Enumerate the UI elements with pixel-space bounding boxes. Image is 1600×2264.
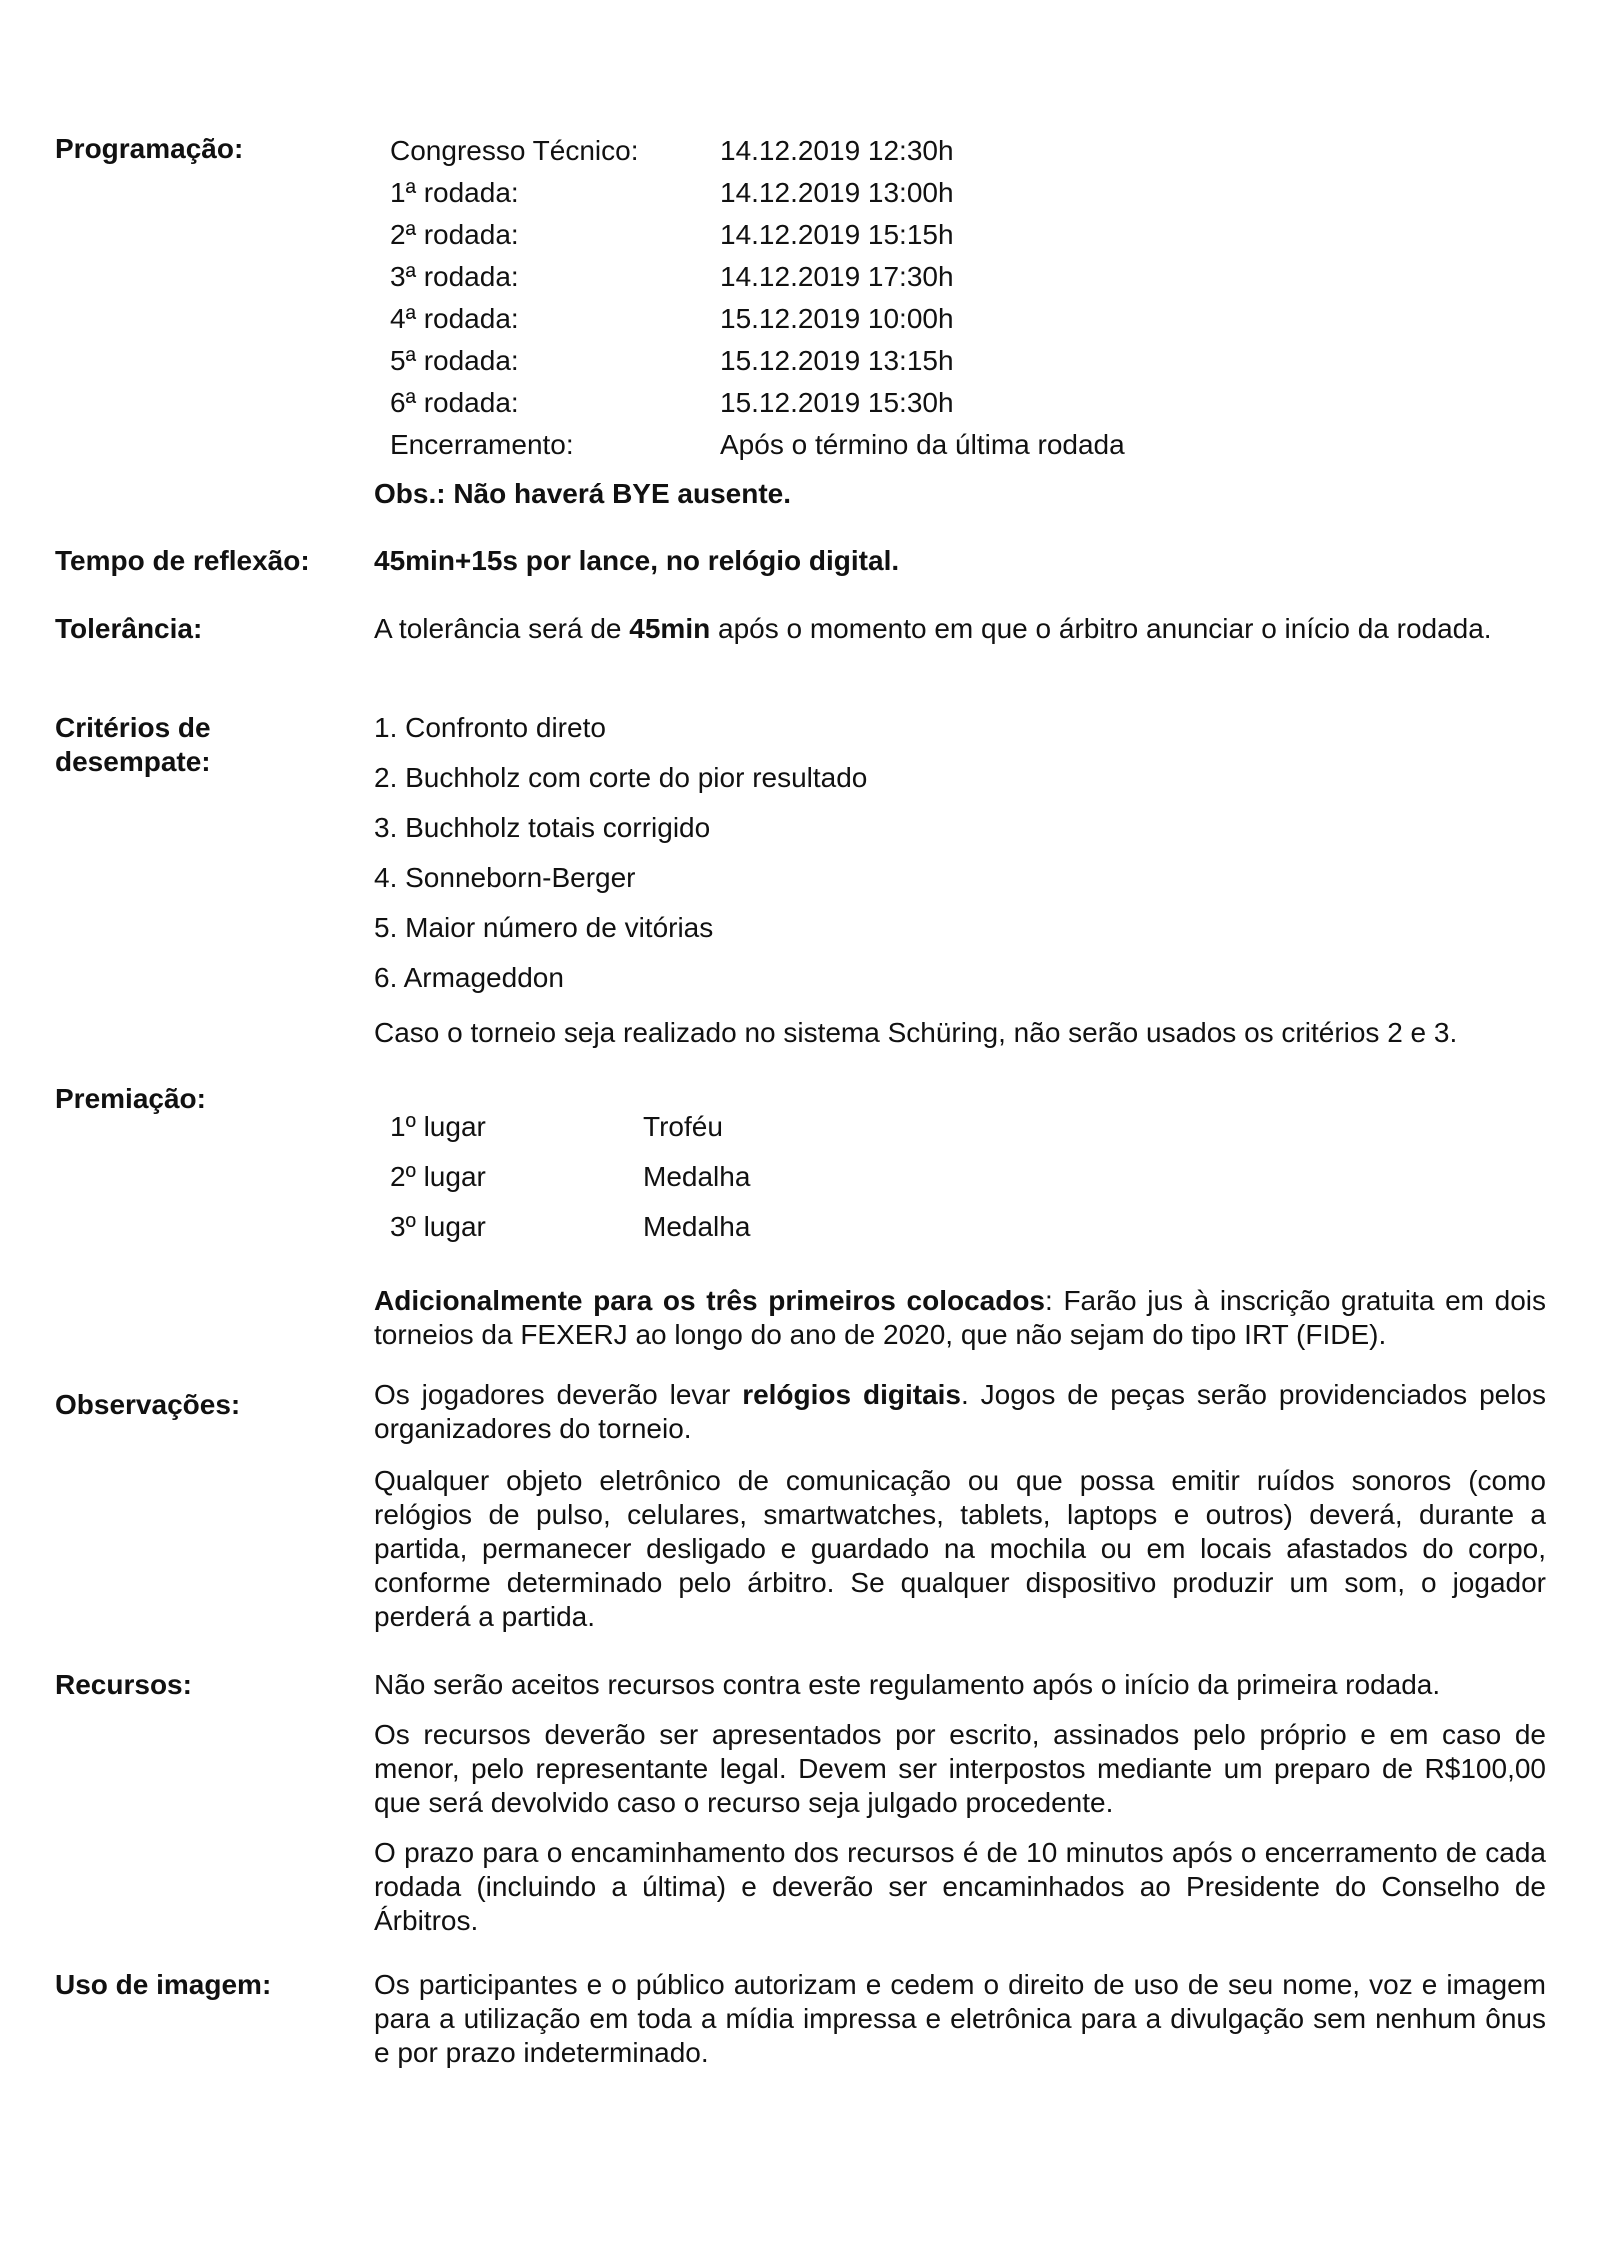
- recursos-paragraph-3: O prazo para o encaminhamento dos recursos é de 10 minutos após o encerramento de cada rodada (incluindo a última) e deverão ser encaminhados ao Presidente do Conselho de Árbitros.: [374, 1837, 1546, 1936]
- observacoes-text-part: Os jogadores deverão levar: [374, 1379, 743, 1410]
- tiebreak-item: 6. Armageddon: [374, 962, 564, 993]
- tiebreak-item: 4. Sonneborn-Berger: [374, 862, 636, 893]
- prize-value: Medalha: [643, 1211, 751, 1242]
- schedule-datetime: 15.12.2019 10:00h: [720, 303, 954, 334]
- recursos-paragraph-2: Os recursos deverão ser apresentados por escrito, assinados pelo próprio e em caso de menor, pelo representante legal. Devem ser interpostos mediante um preparo de R$100,00 que será devolvido caso o recurso seja julgado procedente.: [374, 1719, 1546, 1818]
- observacoes-paragraph-2: Qualquer objeto eletrônico de comunicação ou que possa emitir ruídos sonoros (como relógios de pulso, celulares, smartwatches, tablets, laptops e outros) deverá, durante a partida, permanecer desligado e guardado na mochila ou em locais afastados do corpo, conforme determinado pelo árbitro. Se qualquer dispositivo produzir um som, o jogador perderá a partida.: [374, 1465, 1546, 1632]
- tiebreak-note: Caso o torneio seja realizado no sistema Schüring, não serão usados os critérios 2 e 3.: [374, 1017, 1458, 1048]
- schedule-datetime: 14.12.2019 15:15h: [720, 219, 954, 250]
- schedule-datetime: 14.12.2019 12:30h: [720, 135, 954, 166]
- schedule-event: Encerramento:: [390, 429, 574, 460]
- prize-place: 2º lugar: [390, 1161, 486, 1192]
- tolerancia-text-part: A tolerância será de: [374, 613, 630, 644]
- prize-value: Troféu: [643, 1111, 723, 1142]
- schedule-obs: Obs.: Não haverá BYE ausente.: [374, 478, 792, 509]
- prize-place: 1º lugar: [390, 1111, 486, 1142]
- prize-value: Medalha: [643, 1161, 751, 1192]
- prize-additional-text: : Farão jus à inscrição gratuita em dois torneios da FEXERJ ao longo do ano de 2020, que não sejam do tipo IRT (FIDE).: [374, 1285, 1546, 1350]
- schedule-event: 5ª rodada:: [390, 345, 519, 376]
- tiebreak-item: 2. Buchholz com corte do pior resultado: [374, 762, 868, 793]
- observacoes-text-part: . Jogos de peças serão providenciados pelos organizadores do torneio.: [374, 1379, 1547, 1444]
- uso-imagem-text: Os participantes e o público autorizam e cedem o direito de uso de seu nome, voz e imagem para a utilização em toda a mídia impressa e eletrônica para a divulgação sem nenhum ônus e por prazo indeterminado.: [374, 1969, 1546, 2068]
- schedule-datetime: 14.12.2019 17:30h: [720, 261, 954, 292]
- tolerancia-text-part: após o momento em que o árbitro anunciar o início da rodada.: [710, 613, 1492, 644]
- schedule-datetime: 15.12.2019 15:30h: [720, 387, 954, 418]
- premiacao-label: Premiação:: [55, 1083, 206, 1114]
- tolerancia-label: Tolerância:: [55, 613, 203, 644]
- prize-place: 3º lugar: [390, 1211, 486, 1242]
- tiebreak-item: 3. Buchholz totais corrigido: [374, 812, 711, 843]
- prize-additional: [374, 1284, 1546, 1352]
- schedule-event: 3ª rodada:: [390, 261, 519, 292]
- prize-additional-bold: Adicionalmente para os três primeiros colocados: [374, 1285, 1046, 1316]
- schedule-event: 1ª rodada:: [390, 177, 519, 208]
- tempo-text: 45min+15s por lance, no relógio digital.: [374, 545, 900, 576]
- tiebreak-item: 5. Maior número de vitórias: [374, 912, 714, 943]
- schedule-event: 6ª rodada:: [390, 387, 519, 418]
- schedule-datetime: 15.12.2019 13:15h: [720, 345, 954, 376]
- tolerancia-text: [374, 612, 1546, 646]
- schedule-event: Congresso Técnico:: [390, 135, 639, 166]
- schedule-event: 2ª rodada:: [390, 219, 519, 250]
- recursos-label: Recursos:: [55, 1669, 192, 1700]
- schedule-datetime: 14.12.2019 13:00h: [720, 177, 954, 208]
- programacao-label: Programação:: [55, 133, 244, 164]
- recursos-paragraph-1: Não serão aceitos recursos contra este regulamento após o início da primeira rodada.: [374, 1669, 1441, 1700]
- schedule-datetime: Após o término da última rodada: [720, 429, 1125, 460]
- tolerancia-bold: 45min: [629, 613, 711, 644]
- observacoes-bold: relógios digitais: [742, 1379, 961, 1410]
- observacoes-paragraph-1: [374, 1378, 1546, 1446]
- criterios-label-line: Critérios de: [55, 712, 211, 743]
- criterios-label-line: desempate:: [55, 746, 211, 777]
- tiebreak-item: 1. Confronto direto: [374, 712, 606, 743]
- tempo-label: Tempo de reflexão:: [55, 545, 310, 576]
- criterios-label: [55, 711, 355, 779]
- observacoes-label: Observações:: [55, 1389, 241, 1420]
- schedule-event: 4ª rodada:: [390, 303, 519, 334]
- uso-imagem-label: Uso de imagem:: [55, 1969, 272, 2000]
